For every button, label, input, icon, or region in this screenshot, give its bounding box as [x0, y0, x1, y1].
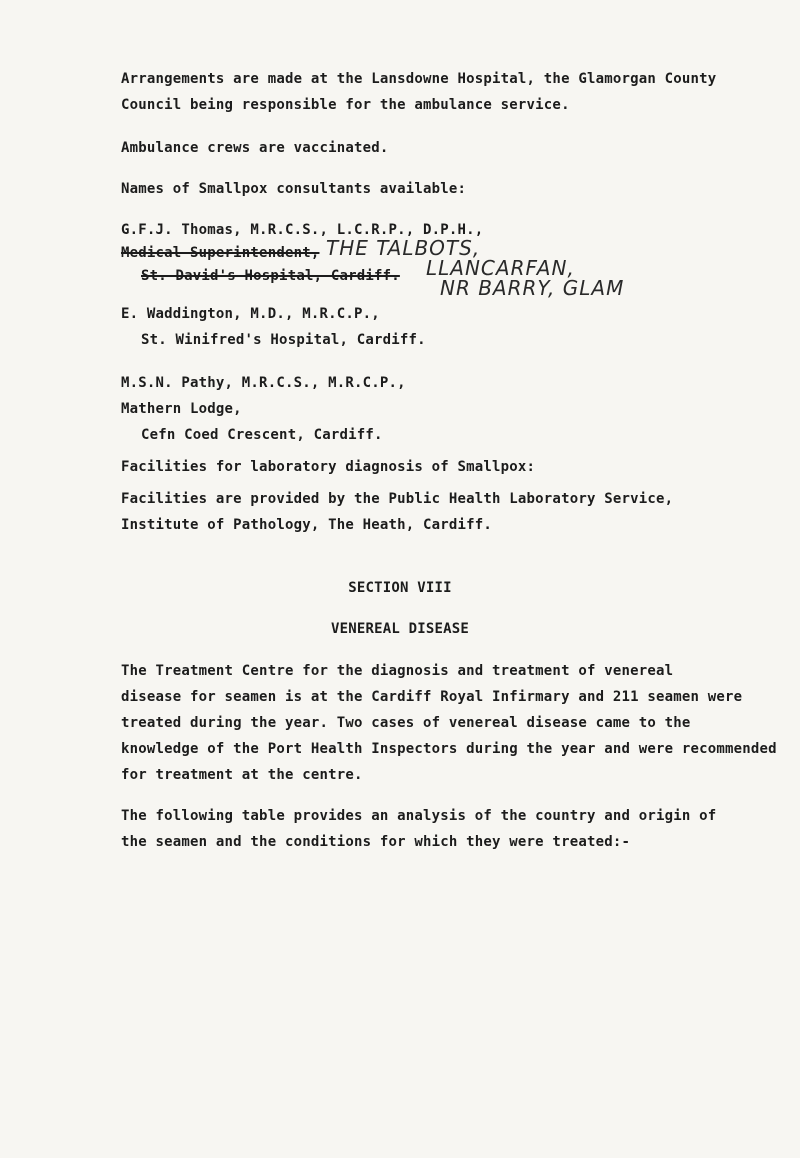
consultant-pathy-name: M.S.N. Pathy, M.R.C.S., M.R.C.P.,: [121, 375, 406, 391]
section-subtitle: VENEREAL DISEASE: [330, 621, 470, 637]
section-title: SECTION VIII: [348, 580, 452, 596]
handwritten-address-line-2: LLANCARFAN,: [426, 256, 575, 280]
table-intro-line-1: The following table provides an analysis of the country and origin of: [121, 808, 717, 824]
lab-facilities-line-1: Facilities are provided by the Public Health Laboratory Service,: [121, 491, 674, 507]
consultant-pathy-address-1: Mathern Lodge,: [121, 401, 242, 417]
vd-paragraph-line-2: disease for seamen is at the Cardiff Royal Infirmary and 211 seamen were: [121, 689, 743, 705]
consultant-waddington-name: E. Waddington, M.D., M.R.C.P.,: [121, 306, 380, 322]
consultant-pathy-address-2: Cefn Coed Crescent, Cardiff.: [141, 427, 383, 443]
lab-facilities-line-2: Institute of Pathology, The Heath, Cardiff.: [121, 517, 493, 533]
table-intro-line-2: the seamen and the conditions for which they were treated:-: [121, 834, 631, 850]
vd-paragraph-line-4: knowledge of the Port Health Inspectors during the year and were recommended: [121, 741, 777, 757]
consultant-thomas-struck-title: Medical Superintendent,: [121, 245, 320, 261]
consultant-thomas-name: G.F.J. Thomas, M.R.C.S., L.C.R.P., D.P.H.,: [121, 222, 484, 238]
handwritten-address-line-1: THE TALBOTS,: [326, 236, 481, 260]
intro-line-2: Council being responsible for the ambulance service.: [121, 97, 570, 113]
lab-diagnosis-heading: Facilities for laboratory diagnosis of Smallpox:: [121, 459, 536, 475]
consultant-thomas-struck-address: St. David's Hospital, Cardiff.: [141, 268, 400, 284]
vaccinated-line: Ambulance crews are vaccinated.: [121, 140, 389, 156]
vd-paragraph-line-1: The Treatment Centre for the diagnosis and treatment of venereal: [121, 663, 674, 679]
consultants-heading: Names of Smallpox consultants available:: [121, 181, 467, 197]
intro-line-1: Arrangements are made at the Lansdowne Hospital, the Glamorgan County: [121, 71, 717, 87]
consultant-waddington-address: St. Winifred's Hospital, Cardiff.: [141, 332, 426, 348]
vd-paragraph-line-3: treated during the year. Two cases of venereal disease came to the: [121, 715, 691, 731]
vd-paragraph-line-5: for treatment at the centre.: [121, 767, 363, 783]
handwritten-address-line-3: NR BARRY, GLAM: [440, 276, 625, 300]
